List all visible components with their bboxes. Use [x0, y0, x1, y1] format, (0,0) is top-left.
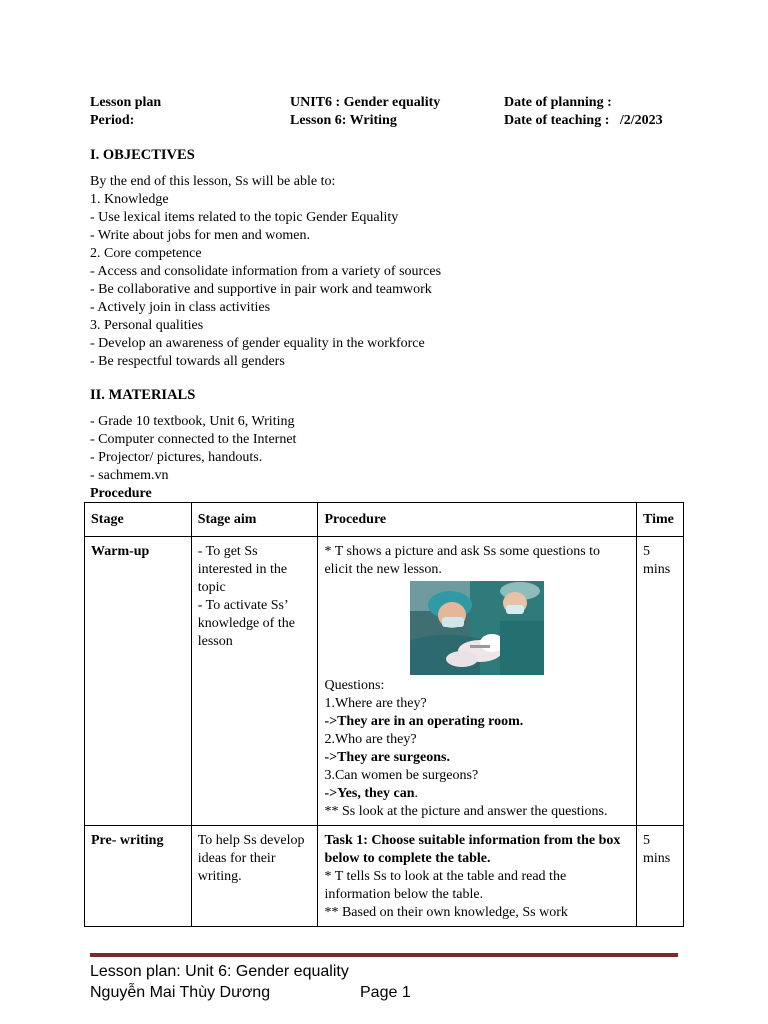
period-label: Period:	[90, 113, 135, 128]
footer-title: Lesson plan: Unit 6: Gender equality	[90, 963, 349, 980]
objective-line: - Be respectful towards all genders	[90, 354, 285, 369]
lesson-title: Lesson 6: Writing	[290, 113, 397, 128]
objective-line: 1. Knowledge	[90, 192, 169, 207]
header-time: Time	[637, 503, 684, 537]
time-warmup: 5 mins	[637, 537, 684, 826]
lesson-plan-label: Lesson plan	[90, 95, 162, 110]
answer-2: ->They are surgeons.	[324, 750, 451, 765]
footer-author: Nguyễn Mai Thùy Dương	[90, 984, 271, 1001]
answer-3-line	[324, 785, 630, 803]
prewriting-line: ** Based on their own knowledge, Ss work	[324, 905, 568, 920]
objectives-list	[90, 173, 441, 371]
unit-title: UNIT6 : Gender equality	[290, 95, 441, 110]
objective-line: 2. Core competence	[90, 246, 202, 261]
material-line: - Computer connected to the Internet	[90, 432, 297, 447]
objective-line: By the end of this lesson, Ss will be able to:	[90, 174, 336, 189]
stage-prewriting: Pre- writing	[85, 826, 192, 927]
material-line: - Projector/ pictures, handouts.	[90, 450, 263, 465]
date-of-teaching: Date of teaching : /2/2023	[504, 113, 663, 128]
header-stage-aim: Stage aim	[191, 503, 318, 537]
footer-page-number: Page 1	[360, 984, 411, 1001]
table-header-row	[85, 503, 684, 537]
stage-warmup: Warm-up	[85, 537, 192, 826]
date-of-planning: Date of planning :	[504, 95, 612, 110]
objective-line: - Be collaborative and supportive in pair work and teamwork	[90, 282, 432, 297]
aim-prewriting: To help Ss develop ideas for their writing.	[191, 826, 318, 927]
procedure-prewriting	[318, 826, 637, 927]
time-prewriting: 5 mins	[637, 826, 684, 927]
answer-1: ->They are in an operating room.	[324, 714, 524, 729]
material-line: - Grade 10 textbook, Unit 6, Writing	[90, 414, 295, 429]
procedure-label: Procedure	[90, 486, 152, 501]
objective-line: 3. Personal qualities	[90, 318, 204, 333]
aim-warmup	[191, 537, 318, 826]
aim-line: - To activate Ss’ knowledge of the lesson	[197, 598, 295, 649]
materials-heading: II. MATERIALS	[90, 387, 196, 403]
answer-3-period: .	[414, 786, 418, 801]
procedure-table	[84, 502, 684, 927]
warmup-closing: ** Ss look at the picture and answer the questions.	[324, 804, 608, 819]
question-3: 3.Can women be surgeons?	[324, 768, 479, 783]
header-stage: Stage	[85, 503, 192, 537]
answer-3: ->Yes, they can	[324, 786, 415, 801]
header-procedure: Procedure	[318, 503, 637, 537]
procedure-warmup	[318, 537, 637, 826]
objective-line: - Actively join in class activities	[90, 300, 271, 315]
warmup-intro: * T shows a picture and ask Ss some questions to elicit the new lesson.	[324, 544, 601, 577]
objective-line: - Use lexical items related to the topic Gender Equality	[90, 210, 399, 225]
surgeons-operating-room-image	[410, 581, 544, 675]
objectives-heading: I. OBJECTIVES	[90, 147, 195, 163]
question-2: 2.Who are they?	[324, 732, 417, 747]
task-1-instruction: Task 1: Choose suitable information from the box below to complete the table.	[324, 833, 621, 866]
aim-line: - To get Ss interested in the topic	[197, 544, 288, 595]
table-row-prewriting	[85, 826, 684, 927]
questions-label: Questions:	[324, 678, 385, 693]
table-row-warmup	[85, 537, 684, 826]
objective-line: - Write about jobs for men and women.	[90, 228, 311, 243]
materials-list	[90, 413, 296, 503]
material-line: - sachmem.vn	[90, 468, 169, 483]
objective-line: - Access and consolidate information from a variety of sources	[90, 264, 442, 279]
footer-divider	[90, 953, 678, 957]
prewriting-line: * T tells Ss to look at the table and read the information below the table.	[324, 869, 567, 902]
objective-line: - Develop an awareness of gender equality in the workforce	[90, 336, 425, 351]
question-1: 1.Where are they?	[324, 696, 427, 711]
